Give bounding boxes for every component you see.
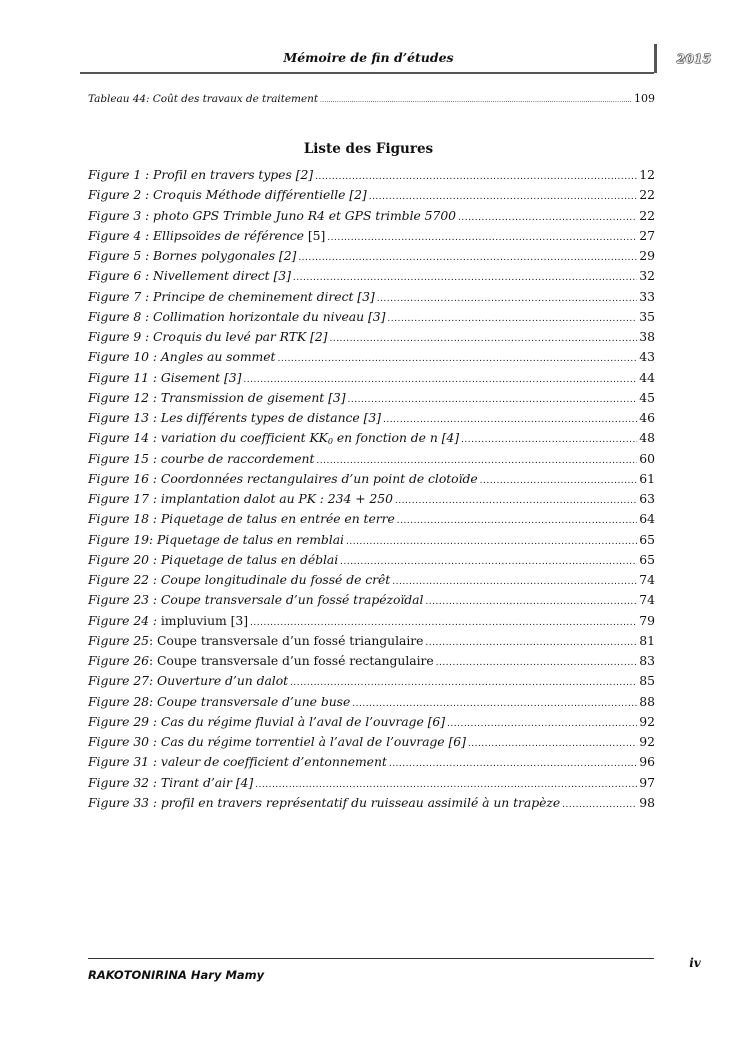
toc-entry-label: Figure 31 : valeur de coefficient d’entonnement: [88, 754, 387, 770]
toc-entry-figure[interactable]: [88, 309, 655, 325]
toc-entry-page: 98: [639, 794, 655, 810]
toc-entry-page: 22: [639, 187, 655, 203]
toc-entry-label: Figure 18 : Piquetage de talus en entrée en terre: [88, 511, 395, 527]
dot-leader: [377, 295, 638, 304]
toc-entry-page: 65: [639, 531, 655, 547]
toc-entry-page: 35: [639, 308, 655, 324]
dot-leader: [425, 598, 637, 607]
toc-entry-page: 109: [634, 92, 655, 105]
toc-entry-figure[interactable]: [88, 228, 655, 244]
toc-entry-page: 65: [639, 551, 655, 567]
toc-entry-label: Figure 7 : Principe de cheminement direct [3]: [88, 288, 375, 304]
toc-entry-figure[interactable]: [88, 511, 655, 527]
toc-entry-label: Figure 20 : Piquetage de talus en déblai: [88, 551, 339, 567]
dot-leader: [369, 193, 638, 202]
toc-entry-page: 81: [639, 632, 655, 648]
toc-entry-label: Figure 27: Ouverture d’un dalot: [88, 673, 289, 689]
toc-entry-label: Figure 24 : impluvium [3]: [88, 612, 249, 628]
toc-entry-page: 61: [639, 470, 655, 486]
dot-leader: [425, 639, 637, 648]
toc-entry-page: 44: [639, 369, 655, 385]
toc-entry-figure[interactable]: [88, 734, 655, 750]
toc-entry-figure[interactable]: [88, 694, 655, 710]
toc-entry-label: Figure 13 : Les différents types de distance [3]: [88, 410, 381, 425]
dot-leader: [480, 477, 638, 486]
toc-entry-label: Figure 26: Coupe transversale d’un fossé rectangulaire: [88, 653, 434, 668]
toc-entry-figure[interactable]: [88, 795, 655, 811]
toc-entry-figure[interactable]: [88, 430, 655, 446]
toc-entry-page: 79: [639, 612, 655, 628]
toc-entry-figure[interactable]: [88, 289, 655, 305]
footer-author: RAKOTONIRINA Hary Mamy: [88, 968, 265, 982]
dot-leader: [346, 538, 637, 547]
toc-entry-figure[interactable]: [88, 673, 655, 689]
toc-entry-figure[interactable]: [88, 491, 655, 507]
dot-leader: [352, 700, 637, 709]
header-title: Mémoire de fin d’études: [283, 50, 454, 65]
toc-entry-figure[interactable]: [88, 410, 655, 426]
toc-entry-page: 63: [639, 491, 655, 506]
toc-entry-label: Tableau 44: Coût des travaux de traitement: [88, 93, 319, 105]
toc-entry-label: Figure 15 : courbe de raccordement: [88, 450, 315, 466]
toc-entry-label: Figure 4 : Ellipsoïdes de référence [5]: [88, 227, 326, 243]
toc-entry-label: Figure 14 : variation du coefficient $KK_0$ en fonction de n [4]: [88, 430, 460, 447]
toc-entry-label: Figure 28: Coupe transversale d’une buse: [88, 693, 351, 709]
toc-entry-page: 32: [639, 268, 655, 284]
toc-entry-page: 74: [639, 572, 655, 587]
toc-entry-label: Figure 19: Piquetage de talus en remblai: [88, 531, 344, 547]
section-title: Liste des Figures: [303, 141, 434, 157]
toc-entry-figure[interactable]: [88, 208, 655, 224]
toc-entry-figure[interactable]: [88, 268, 655, 284]
toc-entry-label: Figure 10 : Angles au sommet: [88, 349, 276, 365]
dot-leader: [290, 679, 637, 688]
dot-leader: [458, 214, 637, 223]
dot-leader: [461, 436, 637, 445]
toc-entry-figure[interactable]: [88, 471, 655, 487]
toc-entry-figure[interactable]: [88, 714, 655, 730]
toc-entry-label: Figure 11 : Gisement [3]: [88, 369, 242, 385]
toc-entry-page: 64: [639, 511, 655, 527]
toc-entry-page: 92: [639, 713, 655, 729]
toc-entry-figure[interactable]: [88, 653, 655, 669]
dot-leader: [316, 457, 637, 466]
toc-entry-page: 45: [639, 389, 655, 405]
toc-entry-label: Figure 9 : Croquis du levé par RTK [2]: [88, 329, 328, 344]
toc-entry-label: Figure 30 : Cas du régime torrentiel à l’aval de l’ouvrage [6]: [88, 734, 466, 749]
header-rule: [80, 72, 654, 74]
toc-entry-label: Figure 8 : Collimation horizontale du niveau [3]: [88, 308, 386, 324]
toc-entry-label: Figure 16 : Coordonnées rectangulaires d’un point de clotoïde: [88, 470, 478, 486]
toc-entry-figure[interactable]: [88, 552, 655, 568]
toc-entry-figure[interactable]: [88, 187, 655, 203]
toc-entry-page: 43: [639, 349, 655, 365]
toc-entry-label: Figure 17 : implantation dalot au PK : 234 + 250: [88, 491, 393, 506]
dot-leader: [315, 173, 637, 182]
toc-entry-figure[interactable]: [88, 329, 655, 345]
toc-entry-label: Figure 23 : Coupe transversale d’un fossé trapézoïdal: [88, 592, 424, 608]
footer-page-number: iv: [689, 956, 701, 970]
toc-entry-figure[interactable]: [88, 613, 655, 629]
toc-entry-figure[interactable]: [88, 248, 655, 264]
dot-leader: [562, 801, 637, 810]
dot-leader: [395, 497, 637, 506]
toc-entry-label: Figure 33 : profil en travers représentatif du ruisseau assimilé à un trapèze: [88, 794, 561, 810]
toc-entry-figure[interactable]: [88, 349, 655, 365]
dot-leader: [340, 558, 637, 567]
toc-entry-page: 29: [639, 248, 655, 263]
toc-entry-figure[interactable]: [88, 390, 655, 406]
toc-entry-label: Figure 1 : Profil en travers types [2]: [88, 167, 314, 182]
dot-leader: [436, 659, 638, 668]
dot-leader: [293, 274, 637, 283]
dot-leader: [320, 98, 632, 104]
dot-leader: [255, 781, 637, 790]
toc-entry-page: 48: [639, 430, 655, 446]
toc-entry-page: 83: [639, 653, 655, 668]
dot-leader: [298, 254, 637, 263]
dot-leader: [327, 234, 637, 243]
toc-entry-page: 33: [639, 288, 655, 304]
dot-leader: [468, 740, 637, 749]
toc-entry-label: Figure 5 : Bornes polygonales [2]: [88, 248, 297, 263]
dot-leader: [392, 578, 637, 587]
toc-entry-page: 74: [639, 592, 655, 608]
dot-leader: [383, 416, 637, 425]
toc-entry-label: Figure 25: Coupe transversale d’un fossé triangulaire: [88, 632, 424, 648]
dot-leader: [243, 376, 637, 385]
toc-entry-figure[interactable]: [88, 592, 655, 608]
toc-entry-figure[interactable]: [88, 370, 655, 386]
toc-entry-page: 85: [639, 673, 655, 689]
dot-leader: [250, 619, 637, 628]
dot-leader: [329, 335, 637, 344]
toc-entry-label: Figure 3 : photo GPS Trimble Juno R4 et GPS trimble 5700: [88, 207, 456, 223]
toc-entry-figure[interactable]: [88, 633, 655, 649]
toc-entry-figure[interactable]: [88, 775, 655, 791]
toc-entry-tableau-44[interactable]: [88, 92, 655, 108]
toc-entry-label: Figure 22 : Coupe longitudinale du fossé de crêt: [88, 572, 391, 587]
toc-entry-label: Figure 32 : Tirant d’air [4]: [88, 774, 254, 790]
dot-leader: [277, 355, 637, 364]
toc-entry-page: 12: [639, 167, 655, 182]
toc-entry-page: 22: [639, 207, 655, 223]
footer-rule: [88, 958, 654, 959]
toc-entry-page: 92: [639, 734, 655, 749]
toc-entry-figure[interactable]: [88, 754, 655, 770]
toc-entry-page: 27: [639, 227, 655, 243]
toc-entry-page: 38: [639, 329, 655, 344]
dot-leader: [387, 315, 637, 324]
header-year: 2015: [676, 51, 712, 66]
dot-leader: [447, 720, 637, 729]
toc-entry-page: 97: [639, 774, 655, 790]
toc-entry-label: Figure 6 : Nivellement direct [3]: [88, 268, 291, 284]
toc-entry-page: 96: [639, 754, 655, 770]
dot-leader: [389, 760, 637, 769]
toc-entry-figure[interactable]: [88, 532, 655, 548]
toc-entry-figure[interactable]: [88, 451, 655, 467]
toc-entry-page: 46: [639, 410, 655, 425]
dot-leader: [348, 396, 638, 405]
toc-entry-label: Figure 29 : Cas du régime fluvial à l’aval de l’ouvrage [6]: [88, 713, 446, 729]
dot-leader: [397, 517, 637, 526]
toc-entry-figure[interactable]: [88, 572, 655, 588]
toc-entry-label: Figure 2 : Croquis Méthode différentielle [2]: [88, 187, 367, 203]
toc-entry-figure[interactable]: [88, 167, 655, 183]
toc-entry-page: 88: [639, 693, 655, 709]
header-divider: [654, 44, 657, 73]
toc-entry-page: 60: [639, 450, 655, 466]
toc-entry-label: Figure 12 : Transmission de gisement [3]: [88, 389, 346, 405]
